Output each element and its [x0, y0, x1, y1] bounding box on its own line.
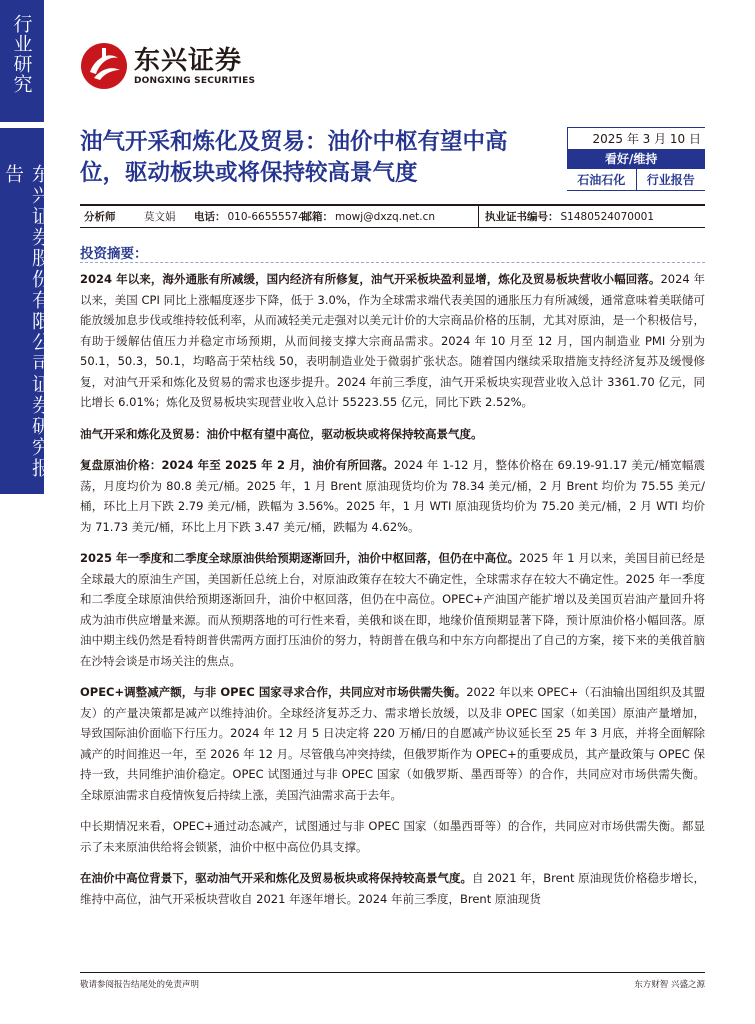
report-type-label: 行业报告: [636, 169, 706, 190]
disclaimer-note: 敬请参阅报告结尾处的免责声明: [80, 980, 200, 990]
paragraph: [80, 424, 705, 445]
sidebar-company: 东兴证券股份有限公司证券研究报告: [2, 164, 51, 479]
email-label: 邮箱：: [301, 211, 333, 223]
paragraph-lead: 2025 年一季度和二季度全球原油供给预期逐渐回升，油价中枢回落，但仍在中高位。: [80, 551, 520, 565]
logo-chinese-name: 东兴证券: [134, 46, 243, 76]
analyst-name: 莫文娟: [144, 211, 176, 223]
analyst-label: 分析师: [84, 211, 116, 223]
report-body: [80, 269, 705, 920]
paragraph: [80, 682, 705, 805]
divider: [80, 972, 705, 973]
company-logo: [80, 42, 255, 90]
paragraph: [80, 868, 705, 909]
paragraph-lead: 2024 年以来，海外通胀有所减缓，国内经济有所修复，油气开采板块盈利显增，炼化及贸易板块营收小幅回落。: [80, 272, 661, 286]
logo-english-name: DONGXING SECURITIES: [134, 76, 256, 86]
paragraph-text: 2025 年 1 月以来，美国目前已经是全球最大的原油生产国，美国新任总统上台，对原油政策存在较大不确定性，全球需求存在较大不确定性。2025 年一季度和二季度全球原油供给预期逐渐回升，油价中枢回落，但仍在中高位。OPEC+产油国产能扩增以及美国页岩油产量回升将成为油市供应增量来源。而从预期落地的可行性来看，美俄和谈在即，地缘价值预期显著下降，预计原油价格小幅回落。原油中期主线仍然是看特朗普供需两方面打压油价的努力，特朗普在俄乌和中东方向都提出了自己的方案，接下来的美俄首脑在沙特会谈是市场关注的焦点。: [80, 551, 705, 668]
paragraph-text: 自 2021 年，Brent 原油现货价格稳步增长，维持中高位，油气开采板块营收自 2021 年逐年增长。2024 年前三季度，Brent 原油现货: [80, 871, 705, 906]
abstract-heading: 投资摘要：: [80, 246, 148, 262]
paragraph-text: 2024 年以来，美国 CPI 同比上涨幅度逐步下降，低于 3.0%，作为全球需求端代表美国的通胀压力有所减缓，通常意味着美联储可能放缓加息步伐或维持较低利率，从而减轻美元走强对以美元计价的大宗商品价格的压制，尤其对原油，是一个积极信号，有助于缓解估值压力并稳定市场预期，从而间接支撑大宗商品需求。2024 年 10 月至 12 月，国内制造业 PMI 分别为 50.1，50.3，50.1，均略高于荣枯线 50，表明制造业处于微弱扩张状态。随着国内继续采取措施支持经济复苏及缓慢修复，对油气开采和炼化及贸易的需求也逐步提升。2024 年前三季度，油气开采板块实现营业收入总计 3361.70 亿元，同比增长 6.01%；炼化及贸易板块实现营业收入总计 55223.55 亿元，同比下跌 2.52%。: [80, 272, 705, 409]
sidebar-category: 行业研究: [10, 14, 33, 94]
email-link[interactable]: mowj@dxzq.net.cn: [335, 210, 436, 223]
divider: [478, 206, 479, 228]
paragraph-lead: OPEC+调整减产额，与非 OPEC 国家寻求合作，共同应对市场供需失衡。: [80, 685, 467, 699]
cert-label: 执业证书编号：: [485, 211, 559, 223]
report-date: 2025 年 3 月 10 日: [567, 127, 705, 149]
dongxing-logo-icon: [80, 42, 128, 90]
paragraph: [80, 548, 705, 671]
phone-value: 010-66555574: [227, 210, 305, 223]
paragraph-lead: 复盘原油价格：2024 年至 2025 年 2 月，油价有所回落。: [80, 458, 394, 472]
paragraph: [80, 269, 705, 413]
paragraph-text: 2024 年 1-12 月，整体价格在 69.19-91.17 美元/桶宽幅震荡，月度均价为 80.8 美元/桶。2025 年，1 月 Brent 原油现货均价为 78.34 美元/桶，2 月 Brent 均价为 75.55 美元/桶，环比上月下跌 2.79 美元/桶，跌幅为 3.56%。2025 年，1 月 WTI 原油现货均价为 75.20 美元/桶，2 月 WTI 均价为 71.73 美元/桶，环比上月下跌 3.47 美元/桶，跌幅为 4.62%。: [80, 458, 705, 534]
analyst-bar: [80, 204, 705, 228]
paragraph-text: 2022 年以来 OPEC+（石油输出国组织及其盟友）的产量决策都是减产以维持油价。全球经济复苏乏力、需求增长放缓，以及非 OPEC 国家（如美国）原油产量增加，导致国际油价面临下行压力。2024 年 12 月 5 日决定将 220 万桶/日的自愿减产协议延长至 25 年 3 月底，并将全面解除减产的时间推迟一年，至 2026 年 12 月。尽管俄乌冲突持续，但俄罗斯作为 OPEC+的重要成员，其产量政策与 OPEC 保持一致，共同维护油价稳定。OPEC 试图通过与非 OPEC 国家（如俄罗斯、墨西哥等）的合作，共同应对市场供需失衡。全球原油需求自疫情恢复后持续上涨，美国汽油需求高于去年。: [80, 685, 706, 802]
paragraph-lead: 油气开采和炼化及贸易：油价中枢有望中高位，驱动板块或将保持较高景气度。: [80, 426, 483, 441]
industry-label: 石油石化: [577, 173, 626, 187]
report-title: 油气开采和炼化及贸易：油价中枢有望中高位，驱动板块或将保持较高景气度: [80, 129, 508, 186]
paragraph: [80, 816, 705, 857]
paragraph: [80, 455, 705, 537]
report-info-box: [567, 127, 705, 191]
paragraph-text: 中长期情况来看，OPEC+通过动态减产，试图通过与非 OPEC 国家（如墨西哥等）的合作，共同应对市场供需失衡。都显示了未来原油供给将会锁紧，油价中枢中高位仍具支撑。: [80, 819, 705, 854]
sidebar-company-band: [0, 128, 51, 494]
divider: [80, 262, 705, 263]
phone-label: 电话：: [194, 211, 226, 223]
footer-slogan: 东方财智 兴盛之源: [634, 980, 705, 990]
cert-value: S1480524070001: [560, 210, 655, 223]
sidebar-category-band: [0, 0, 44, 122]
rating-badge: 看好/维持: [567, 149, 705, 169]
paragraph-lead: 在油价中高位背景下，驱动油气开采和炼化及贸易板块或将保持较高景气度。: [80, 871, 473, 885]
